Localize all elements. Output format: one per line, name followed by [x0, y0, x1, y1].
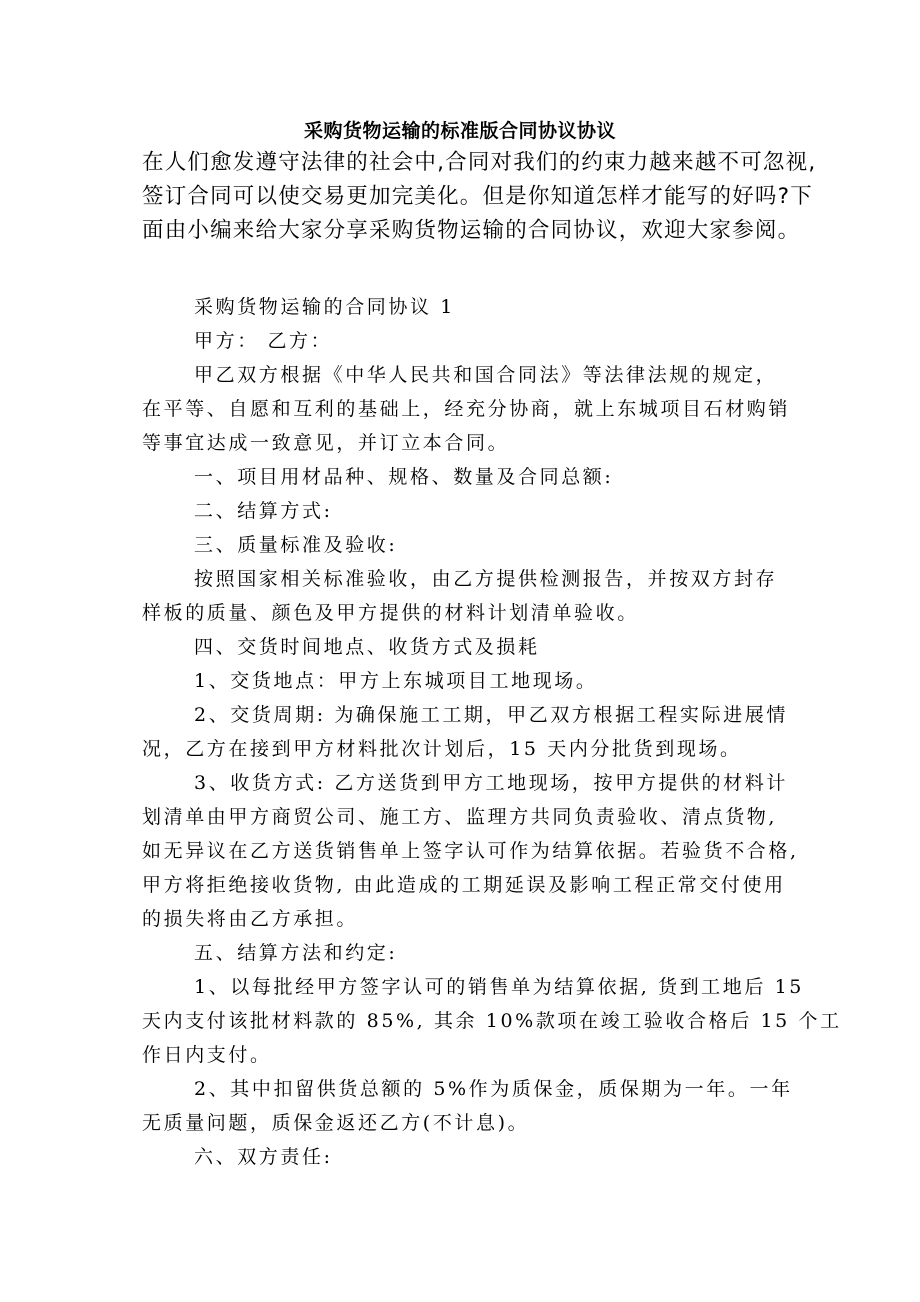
body-line: 况，乙方在接到甲方材料批次计划后，15 天内分批货到现场。: [142, 738, 742, 760]
body-line: 样板的质量、颜色及甲方提供的材料计划清单验收。: [142, 602, 639, 624]
section-heading: 四、交货时间地点、收货方式及损耗: [194, 636, 540, 658]
contract-body: [142, 290, 842, 1174]
clause-line: 2、交货周期: 为确保施工工期，甲乙双方根据工程实际进展情: [194, 704, 788, 726]
intro-line: 在人们愈发遵守法律的社会中,合同对我们的约束力越来越不可忽视,: [142, 150, 817, 175]
body-line: 的损失将由乙方承担。: [142, 908, 359, 930]
clause-line: 1、交货地点：甲方上东城项目工地现场。: [194, 670, 598, 692]
clause-line: 1、以每批经甲方签字认可的销售单为结算依据, 货到工地后 15: [194, 976, 804, 998]
section-heading: 二、结算方式:: [194, 500, 333, 522]
intro-paragraph: [142, 146, 817, 248]
section-heading: 六、双方责任:: [194, 1146, 333, 1168]
body-line: 等事宜达成一致意见，并订立本合同。: [142, 432, 510, 454]
contract-heading: 采购货物运输的合同协议 1: [194, 296, 455, 318]
clause-line: 3、收货方式: 乙方送货到甲方工地现场，按甲方提供的材料计: [194, 772, 788, 794]
clause-line: 2、其中扣留供货总额的 5%作为质保金，质保期为一年。一年: [194, 1078, 793, 1100]
intro-line: 签订合同可以使交易更加完美化。但是你知道怎样才能写的好吗?下: [142, 184, 813, 209]
body-line: 甲方将拒绝接收货物, 由此造成的工期延误及影响工程正常交付使用: [142, 874, 786, 896]
party-line: 甲方： 乙方：: [194, 330, 333, 352]
body-line: 划清单由甲方商贸公司、施工方、监理方共同负责验收、清点货物,: [142, 806, 778, 828]
body-line: 甲乙双方根据《中华人民共和国合同法》等法律法规的规定，: [194, 364, 778, 386]
body-line: 无质量问题，质保金返还乙方(不计息)。: [142, 1112, 530, 1134]
body-line: 在平等、自愿和互利的基础上，经充分协商，就上东城项目石材购销: [142, 398, 791, 420]
section-heading: 三、质量标准及验收:: [194, 534, 398, 556]
body-line: 作日内支付。: [142, 1044, 272, 1066]
body-line: 天内支付该批材料款的 85%, 其余 10%款项在竣工验收合格后 15 个工: [142, 1010, 842, 1032]
document-title: 采购货物运输的标准版合同协议协议: [303, 120, 616, 142]
section-heading: 一、项目用材品种、规格、数量及合同总额:: [194, 466, 614, 488]
body-line: 按照国家相关标准验收，由乙方提供检测报告，并按双方封存: [194, 568, 778, 590]
section-heading: 五、结算方法和约定:: [194, 942, 398, 964]
body-line: 如无异议在乙方送货销售单上签字认可作为结算依据。若验货不合格,: [142, 840, 799, 862]
intro-line: 面由小编来给大家分享采购货物运输的合同协议，欢迎大家参阅。: [142, 218, 801, 243]
